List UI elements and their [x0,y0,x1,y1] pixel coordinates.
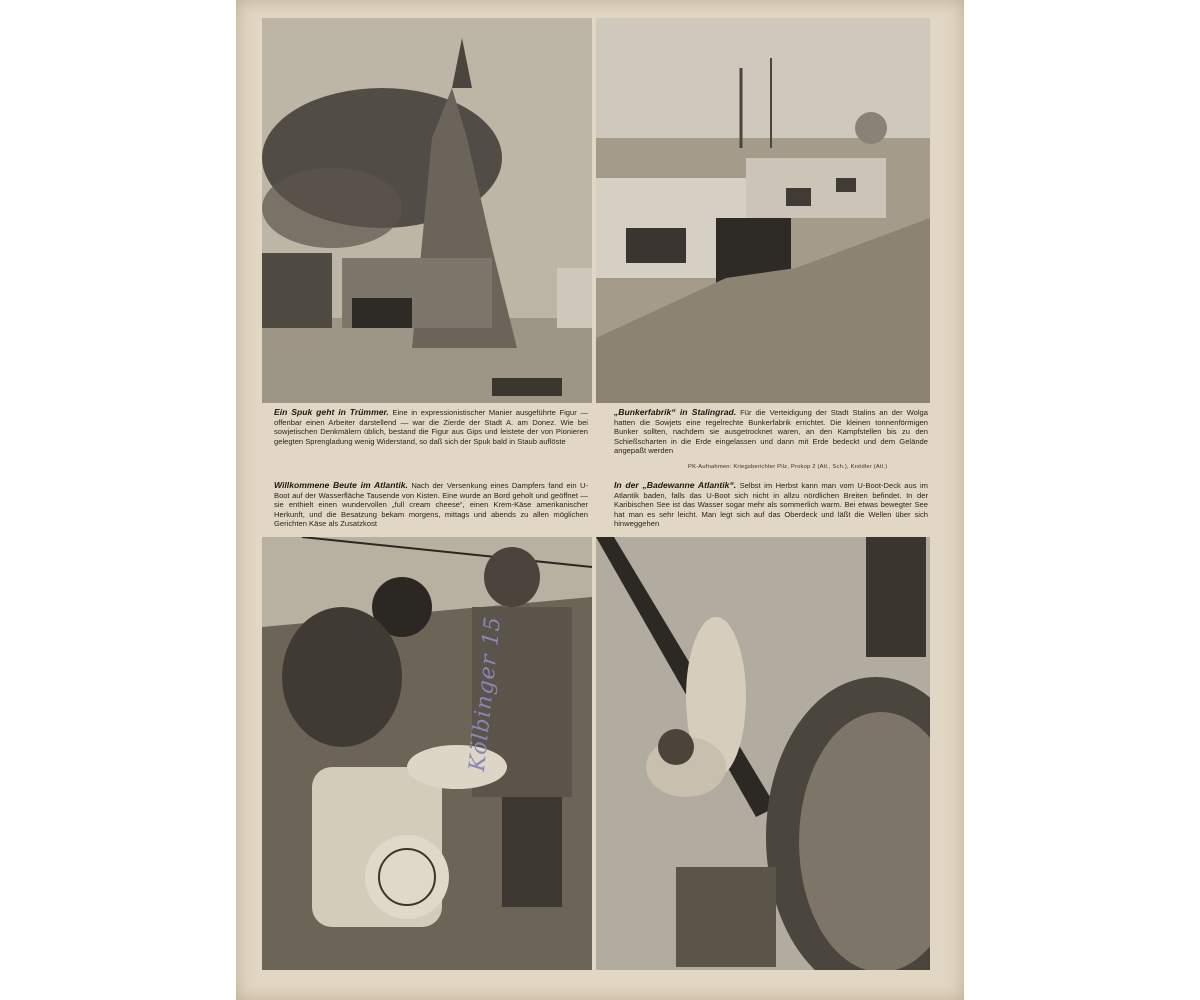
caption-bunker-title: „Bunkerfabrik“ in Stalingrad. [614,407,737,417]
caption-cheese [274,481,588,529]
photo-bunker-factory [596,18,930,403]
photo-credit: PK-Aufnahmen: Kriegsberichter Pilz, Prokop 2 (Atl., Sch.), Knödler (Atl.) [688,464,888,470]
caption-bathing-body: Selbst im Herbst kann man vom U-Boot-Deck aus im Atlantik baden, falls das U-Boot sich nicht in allzu nördlichen Breiten befindet. In der Karibischen See ist das Wasser sogar mehr als sommerlich warm. Bei etwas bewegter See hat man es sehr leicht. Man legt sich auf das Oberdeck und läßt die Wellen über sich hinweggehen [614,481,928,529]
photo-sailors-cheese [262,537,592,970]
caption-bathing [614,481,928,529]
caption-monument [274,408,588,446]
photo-monument-explosion [262,18,592,403]
caption-bunker-body: Für die Verteidigung der Stadt Stalins an der Wolga hatten die Sowjets eine regelrechte Bunkerfabrik errichtet. Die kleinen tonnenförmigen Bunker sollten, nachdem sie ausgetrocknet waren, an den Kampfstellen bis zu den Schießscharten in die Erde eingelassen und dann mit Erde bedeckt und dem Gelände angepaßt werden [614,408,928,456]
caption-bathing-title: In der „Badewanne Atlantik“. [614,480,737,490]
caption-cheese-title: Willkommene Beute im Atlantik. [274,480,408,490]
caption-cheese-body: Nach der Versenkung eines Dampfers fand ein U-Boot auf der Wasserfläche Tausende von Kisten. Eine wurde an Bord geholt und geöffnet — sie enthielt einen wundervollen „full cream cheese“, einen Krem-Käse amerikanischer Herkunft, und die Besatzung bekam morgens, mittags und abends zu allen möglichen Gerichten Käse als Zusatzkost [274,481,589,529]
caption-bunker [614,408,928,456]
handwritten-note: Kölbinger 15 [465,614,507,773]
photo-uboat-bathing [596,537,930,970]
caption-monument-title: Ein Spuk geht in Trümmer. [274,407,389,417]
magazine-page [236,0,964,1000]
caption-monument-body: Eine in expressionistischer Manier ausgeführte Figur — offenbar einen Arbeiter darstellend — war die Zierde der Stadt A. am Donez. Wie bei sowjetischen Denkmälern üblich, bestand die Figur aus Gips und leistete der von Pionieren gelegten Sprengladung wenig Widerstand, so daß sich der Spuk bald in Staub auflöste [274,408,588,446]
